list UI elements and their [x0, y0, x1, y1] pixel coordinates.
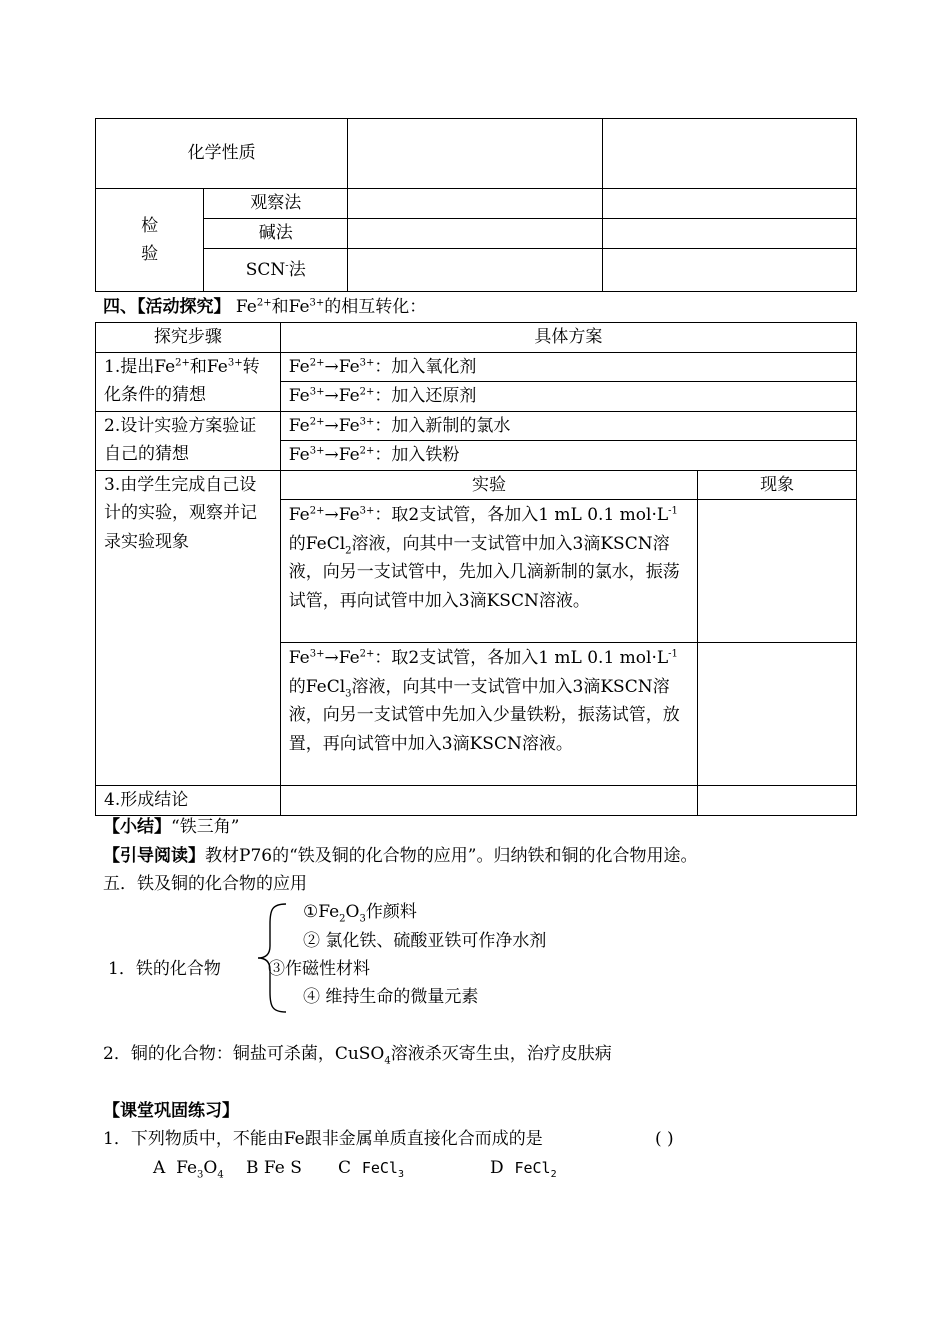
- copper-line: 2．铜的化合物：铜盐可杀菌，CuSO$_4$溶液杀灭寄生虫，治疗皮肤病: [103, 1044, 612, 1067]
- section4-prefix: 四、【活动探究】: [103, 297, 231, 317]
- empty-cell: [348, 219, 602, 249]
- phenomenon-1: [698, 500, 857, 643]
- step3-cell: 3.由学生完成自己设计的实验，观察并记录实验现象: [96, 470, 281, 786]
- empty-cell: [348, 249, 602, 292]
- answer-paren: ( ): [655, 1129, 674, 1149]
- summary-text: “铁三角”: [171, 817, 240, 837]
- experiment-2: $Fe^{3+}\to Fe^{2+}$：取2支试管，各加入1 mL 0.1 $mol\cdot L^{-1}$的FeCl$_3$溶液，向其中一支试管中加入3滴KSCN溶液，向另一支试管中先加入少量铁粉，振荡试管，放置，再向试管中加入3滴KSCN溶液。: [280, 643, 697, 786]
- test-label-cell: 检 验: [96, 189, 204, 292]
- header-plan: 具体方案: [280, 323, 856, 353]
- step2-plan-b: $Fe^{3+}\to Fe^{2+}$：加入铁粉: [280, 441, 856, 471]
- sup: 2+: [256, 297, 272, 309]
- empty-cell: [602, 219, 856, 249]
- section4-fe: Fe: [230, 297, 257, 317]
- phenomenon-2: [698, 643, 857, 786]
- iron-item-4: ④ 维持生命的微量元素: [303, 987, 479, 1007]
- practice-label: 【课堂巩固练习】: [103, 1101, 239, 1121]
- guided-text: 教材P76的“铁及铜的化合物的应用”。归纳铁和铜的化合物用途。: [205, 846, 698, 866]
- question-1: 1．下列物质中，不能由Fe跟非金属单质直接化合而成的是: [103, 1129, 543, 1149]
- experiment-1: $Fe^{2+}\to Fe^{3+}$：取2支试管，各加入1 mL 0.1 $mol\cdot L^{-1}$的FeCl$_2$溶液，向其中一支试管中加入3滴KSCN溶液，向另一支试管中，先加入几滴新制的氯水，振荡试管，再向试管中加入3滴KSCN溶液。: [280, 500, 697, 643]
- step1-plan-b: $Fe^{3+}\to Fe^{2+}$：加入还原剂: [280, 382, 856, 412]
- option-d: D FeCl$_2$: [490, 1158, 557, 1180]
- step1-cell: 1.提出$Fe^{2+}$和$Fe^{3+}$转化条件的猜想: [96, 352, 281, 411]
- summary-label: 【小结】: [103, 817, 171, 837]
- empty-cell: [602, 249, 856, 292]
- empty-cell: [602, 119, 856, 189]
- step1-plan-a: $Fe^{2+}\to Fe^{3+}$：加入氧化剂: [280, 352, 856, 382]
- guided-line: [103, 842, 697, 870]
- empty-cell: [348, 189, 602, 219]
- phenomenon-header: 现象: [698, 470, 857, 500]
- method-alkali: 碱法: [204, 219, 348, 249]
- activity-table: [95, 322, 857, 816]
- method-observe: 观察法: [204, 189, 348, 219]
- experiment-header: 实验: [280, 470, 697, 500]
- section4-tail: 的相互转化：: [324, 297, 427, 317]
- chem-prop-cell: 化学性质: [96, 119, 348, 189]
- header-steps: 探究步骤: [96, 323, 281, 353]
- iron-label: 1．铁的化合物: [108, 959, 221, 979]
- method-scn: SCN-法: [204, 249, 348, 292]
- sup: 3+: [309, 297, 325, 309]
- option-a: A $Fe_3O_4$: [153, 1158, 224, 1181]
- guided-label: 【引导阅读】: [103, 846, 205, 866]
- option-c: C FeCl$_3$: [338, 1158, 404, 1180]
- section4-heading: [103, 293, 426, 321]
- section4-and: 和Fe: [271, 297, 310, 317]
- iron-item-2: ② 氯化铁、硫酸亚铁可作净水剂: [303, 931, 547, 951]
- iron-item-3: ③作磁性材料: [268, 959, 370, 979]
- properties-table: [95, 118, 857, 292]
- empty-cell: [348, 119, 602, 189]
- empty-cell: [698, 786, 857, 816]
- step4-cell: 4.形成结论: [96, 786, 281, 816]
- option-b: B Fe S: [246, 1158, 302, 1178]
- step2-plan-a: $Fe^{2+}\to Fe^{3+}$：加入新制的氯水: [280, 411, 856, 441]
- section5-title: 五．铁及铜的化合物的应用: [103, 874, 307, 894]
- step2-cell: 2.设计实验方案验证自己的猜想: [96, 411, 281, 470]
- empty-cell: [280, 786, 697, 816]
- empty-cell: [602, 189, 856, 219]
- summary-line: [103, 813, 239, 841]
- iron-item-1: $①Fe_2O_3$作颜料: [303, 902, 417, 925]
